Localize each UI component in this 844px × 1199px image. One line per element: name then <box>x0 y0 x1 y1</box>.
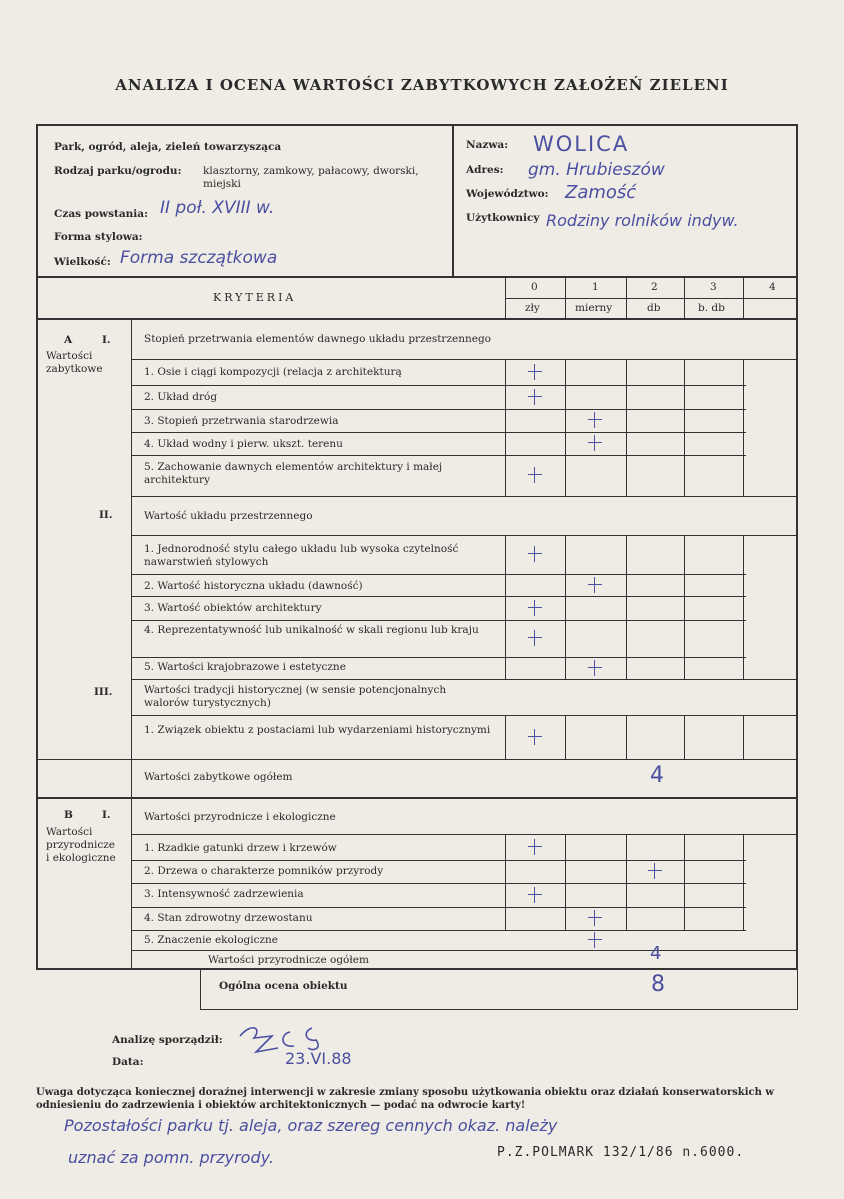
score-mark <box>528 467 542 483</box>
rodzaj-label: Rodzaj parku/ogrodu: <box>54 165 182 177</box>
table-row: 3. Wartość obiektów architektury <box>144 602 322 614</box>
handwritten-note-2: uznać za pomn. przyrody. <box>68 1148 274 1167</box>
score-3: 3 <box>710 281 717 293</box>
group-b1-heading: Wartości przyrodnicze i ekologiczne <box>144 811 336 823</box>
grid-col <box>505 535 506 679</box>
author-label: Analizę sporządził: <box>112 1034 223 1046</box>
score-mark <box>588 577 602 593</box>
rule <box>131 930 746 931</box>
rule <box>131 860 746 861</box>
wojewodztwo-label: Województwo: <box>466 188 549 200</box>
grid-col <box>684 834 685 930</box>
score-col-3-left <box>684 276 685 318</box>
header-divider <box>452 126 454 276</box>
header-bottom-line <box>38 276 796 278</box>
grid-col <box>626 834 627 930</box>
grid-col <box>565 359 566 496</box>
rule <box>131 385 746 386</box>
rule <box>131 620 746 621</box>
grid-col <box>505 834 506 930</box>
grid-col <box>684 535 685 679</box>
section-b-title: Wartości przyrodnicze i ekologiczne <box>46 826 116 864</box>
rule <box>131 950 796 951</box>
criteria-label: KRYTERIA <box>213 291 297 304</box>
score-mark <box>588 910 602 926</box>
section-a-title: Wartości zabytkowe <box>46 350 103 375</box>
grid-col <box>626 715 627 759</box>
table-row: 4. Stan zdrowotny drzewostanu <box>144 912 313 924</box>
total-a-label: Wartości zabytkowe ogółem <box>144 771 293 783</box>
score-1: 1 <box>592 281 599 293</box>
grid-col <box>743 359 744 496</box>
section-a-label: A <box>64 334 73 346</box>
table-row: 1. Związek obiektu z postaciami lub wydarzeniami historycznymi <box>144 724 491 736</box>
score-0: 0 <box>531 281 538 293</box>
table-row: 5. Znaczenie ekologiczne <box>144 934 279 946</box>
score-mark <box>648 863 662 879</box>
czas-label: Czas powstania: <box>54 208 148 220</box>
rule <box>131 596 746 597</box>
rule <box>131 535 796 536</box>
score-4: 4 <box>769 281 776 293</box>
wielkosc-label: Wielkość: <box>54 256 111 268</box>
date-label: Data: <box>112 1056 144 1068</box>
score-name-2: db <box>647 302 661 314</box>
section-b-label: B <box>64 809 73 821</box>
wojewodztwo-value: Zamość <box>565 182 637 203</box>
print-code: P.Z.POLMARK 132/1/86 n.6000. <box>497 1145 745 1160</box>
rule <box>131 907 746 908</box>
grid-col <box>505 715 506 759</box>
rule <box>131 679 796 680</box>
adres-value: gm. Hrubieszów <box>528 160 665 180</box>
total-b-value: 4 <box>650 943 662 964</box>
nazwa-value: WOLICA <box>533 132 630 156</box>
score-mark <box>528 887 542 903</box>
score-mark <box>588 660 602 676</box>
score-mark <box>528 600 542 616</box>
adres-label: Adres: <box>466 164 504 176</box>
score-mark <box>528 630 542 646</box>
forma-label: Forma stylowa: <box>54 231 143 243</box>
table-row: 4. Reprezentatywność lub unikalność w skali regionu lub kraju <box>144 624 479 636</box>
table-row: 2. Drzewa o charakterze pomników przyrody <box>144 865 384 877</box>
rule <box>131 715 796 716</box>
table-row: 3. Stopień przetrwania starodrzewia <box>144 415 339 427</box>
table-row: 2. Układ dróg <box>144 391 218 403</box>
section-b-roman-1: I. <box>102 809 111 821</box>
handwritten-note-1: Pozostałości parku tj. aleja, oraz szereg cennych okaz. należy <box>64 1116 558 1135</box>
grid-col <box>565 535 566 679</box>
rodzaj-options: klasztorny, zamkowy, pałacowy, dworski, miejski <box>203 165 419 190</box>
grid-col <box>743 834 744 930</box>
left-column-divider <box>131 318 132 968</box>
score-mark <box>528 364 542 380</box>
score-col-2-left <box>626 276 627 318</box>
table-row: 1. Jednorodność stylu całego układu lub wysoka czytelność nawarstwień stylowych <box>144 543 459 568</box>
total-a-value: 4 <box>650 763 664 788</box>
rule <box>131 432 746 433</box>
table-row: 5. Wartości krajobrazowe i estetyczne <box>144 661 346 673</box>
score-mark <box>528 389 542 405</box>
rule <box>131 496 796 497</box>
section-a-roman-1: I. <box>102 334 111 346</box>
grid-col <box>743 535 744 679</box>
group-a1-heading: Stopień przetrwania elementów dawnego układu przestrzennego <box>144 333 491 345</box>
score-col-0-left <box>505 276 506 318</box>
overall-label: Ogólna ocena obiektu <box>219 980 348 992</box>
grid-col <box>684 715 685 759</box>
score-2: 2 <box>651 281 658 293</box>
uzytkownicy-label: Użytkownicy <box>466 212 540 224</box>
date-value: 23.VI.88 <box>285 1049 352 1068</box>
section-a-roman-3: III. <box>94 686 113 698</box>
score-mark <box>528 546 542 562</box>
overall-value: 8 <box>651 972 665 997</box>
score-name-3: b. db <box>698 302 725 314</box>
form-frame <box>36 124 798 970</box>
score-header-mid-line <box>505 298 796 299</box>
grid-col <box>684 359 685 496</box>
score-mark <box>588 932 602 948</box>
group-a2-heading: Wartość układu przestrzennego <box>144 510 313 522</box>
table-row: 2. Wartość historyczna układu (dawność) <box>144 580 363 592</box>
table-row: 1. Osie i ciągi kompozycji (relacja z architekturą <box>144 366 402 378</box>
nazwa-label: Nazwa: <box>466 139 509 151</box>
criteria-bottom-line <box>38 318 796 320</box>
rule <box>131 455 746 456</box>
score-col-4-left <box>743 276 744 318</box>
rule <box>131 409 746 410</box>
section-a-roman-2: II. <box>99 509 113 521</box>
group-a3-heading: Wartości tradycji historycznej (w sensie potencjonalnych walorów turystycznych) <box>144 684 447 709</box>
rule <box>131 657 746 658</box>
table-row: 3. Intensywność zadrzewienia <box>144 888 304 900</box>
score-mark <box>528 729 542 745</box>
score-mark <box>588 412 602 428</box>
total-b-label: Wartości przyrodnicze ogółem <box>208 954 369 966</box>
grid-col <box>626 535 627 679</box>
rule <box>131 834 796 835</box>
grid-col <box>565 715 566 759</box>
score-name-0: zły <box>525 302 540 314</box>
table-row: 1. Rzadkie gatunki drzew i krzewów <box>144 842 337 854</box>
grid-col <box>565 834 566 930</box>
park-type-line: Park, ogród, aleja, zieleń towarzysząca <box>54 141 282 153</box>
form-title: ANALIZA I OCENA WARTOŚCI ZABYTKOWYCH ZAŁOŻEŃ ZIELENI <box>115 76 729 94</box>
grid-col <box>505 359 506 496</box>
uzytkownicy-value: Rodziny rolników indyw. <box>546 211 739 230</box>
wielkosc-value: Forma szczątkowa <box>120 248 278 268</box>
rule <box>131 359 796 360</box>
rule <box>38 759 796 760</box>
score-mark <box>528 839 542 855</box>
grid-col <box>743 715 744 759</box>
table-row: 4. Układ wodny i pierw. ukszt. terenu <box>144 438 343 450</box>
rule <box>131 574 746 575</box>
section-split-line <box>38 797 796 799</box>
score-col-1-left <box>565 276 566 318</box>
score-name-1: mierny <box>575 302 613 314</box>
footer-note: Uwaga dotycząca koniecznej doraźnej interwencji w zakresie zmiany sposobu użytkowania obiektu oraz działań konserwatorskich w odniesieniu do zadrzewienia i obiektów architektonicznych — podać na odwrocie karty! <box>36 1087 774 1111</box>
table-row: 5. Zachowanie dawnych elementów architektury i małej architektury <box>144 461 443 486</box>
czas-value: II poł. XVIII w. <box>160 198 275 218</box>
grid-col <box>626 359 627 496</box>
overall-box <box>200 968 798 1010</box>
rule <box>131 883 746 884</box>
score-mark <box>588 435 602 451</box>
